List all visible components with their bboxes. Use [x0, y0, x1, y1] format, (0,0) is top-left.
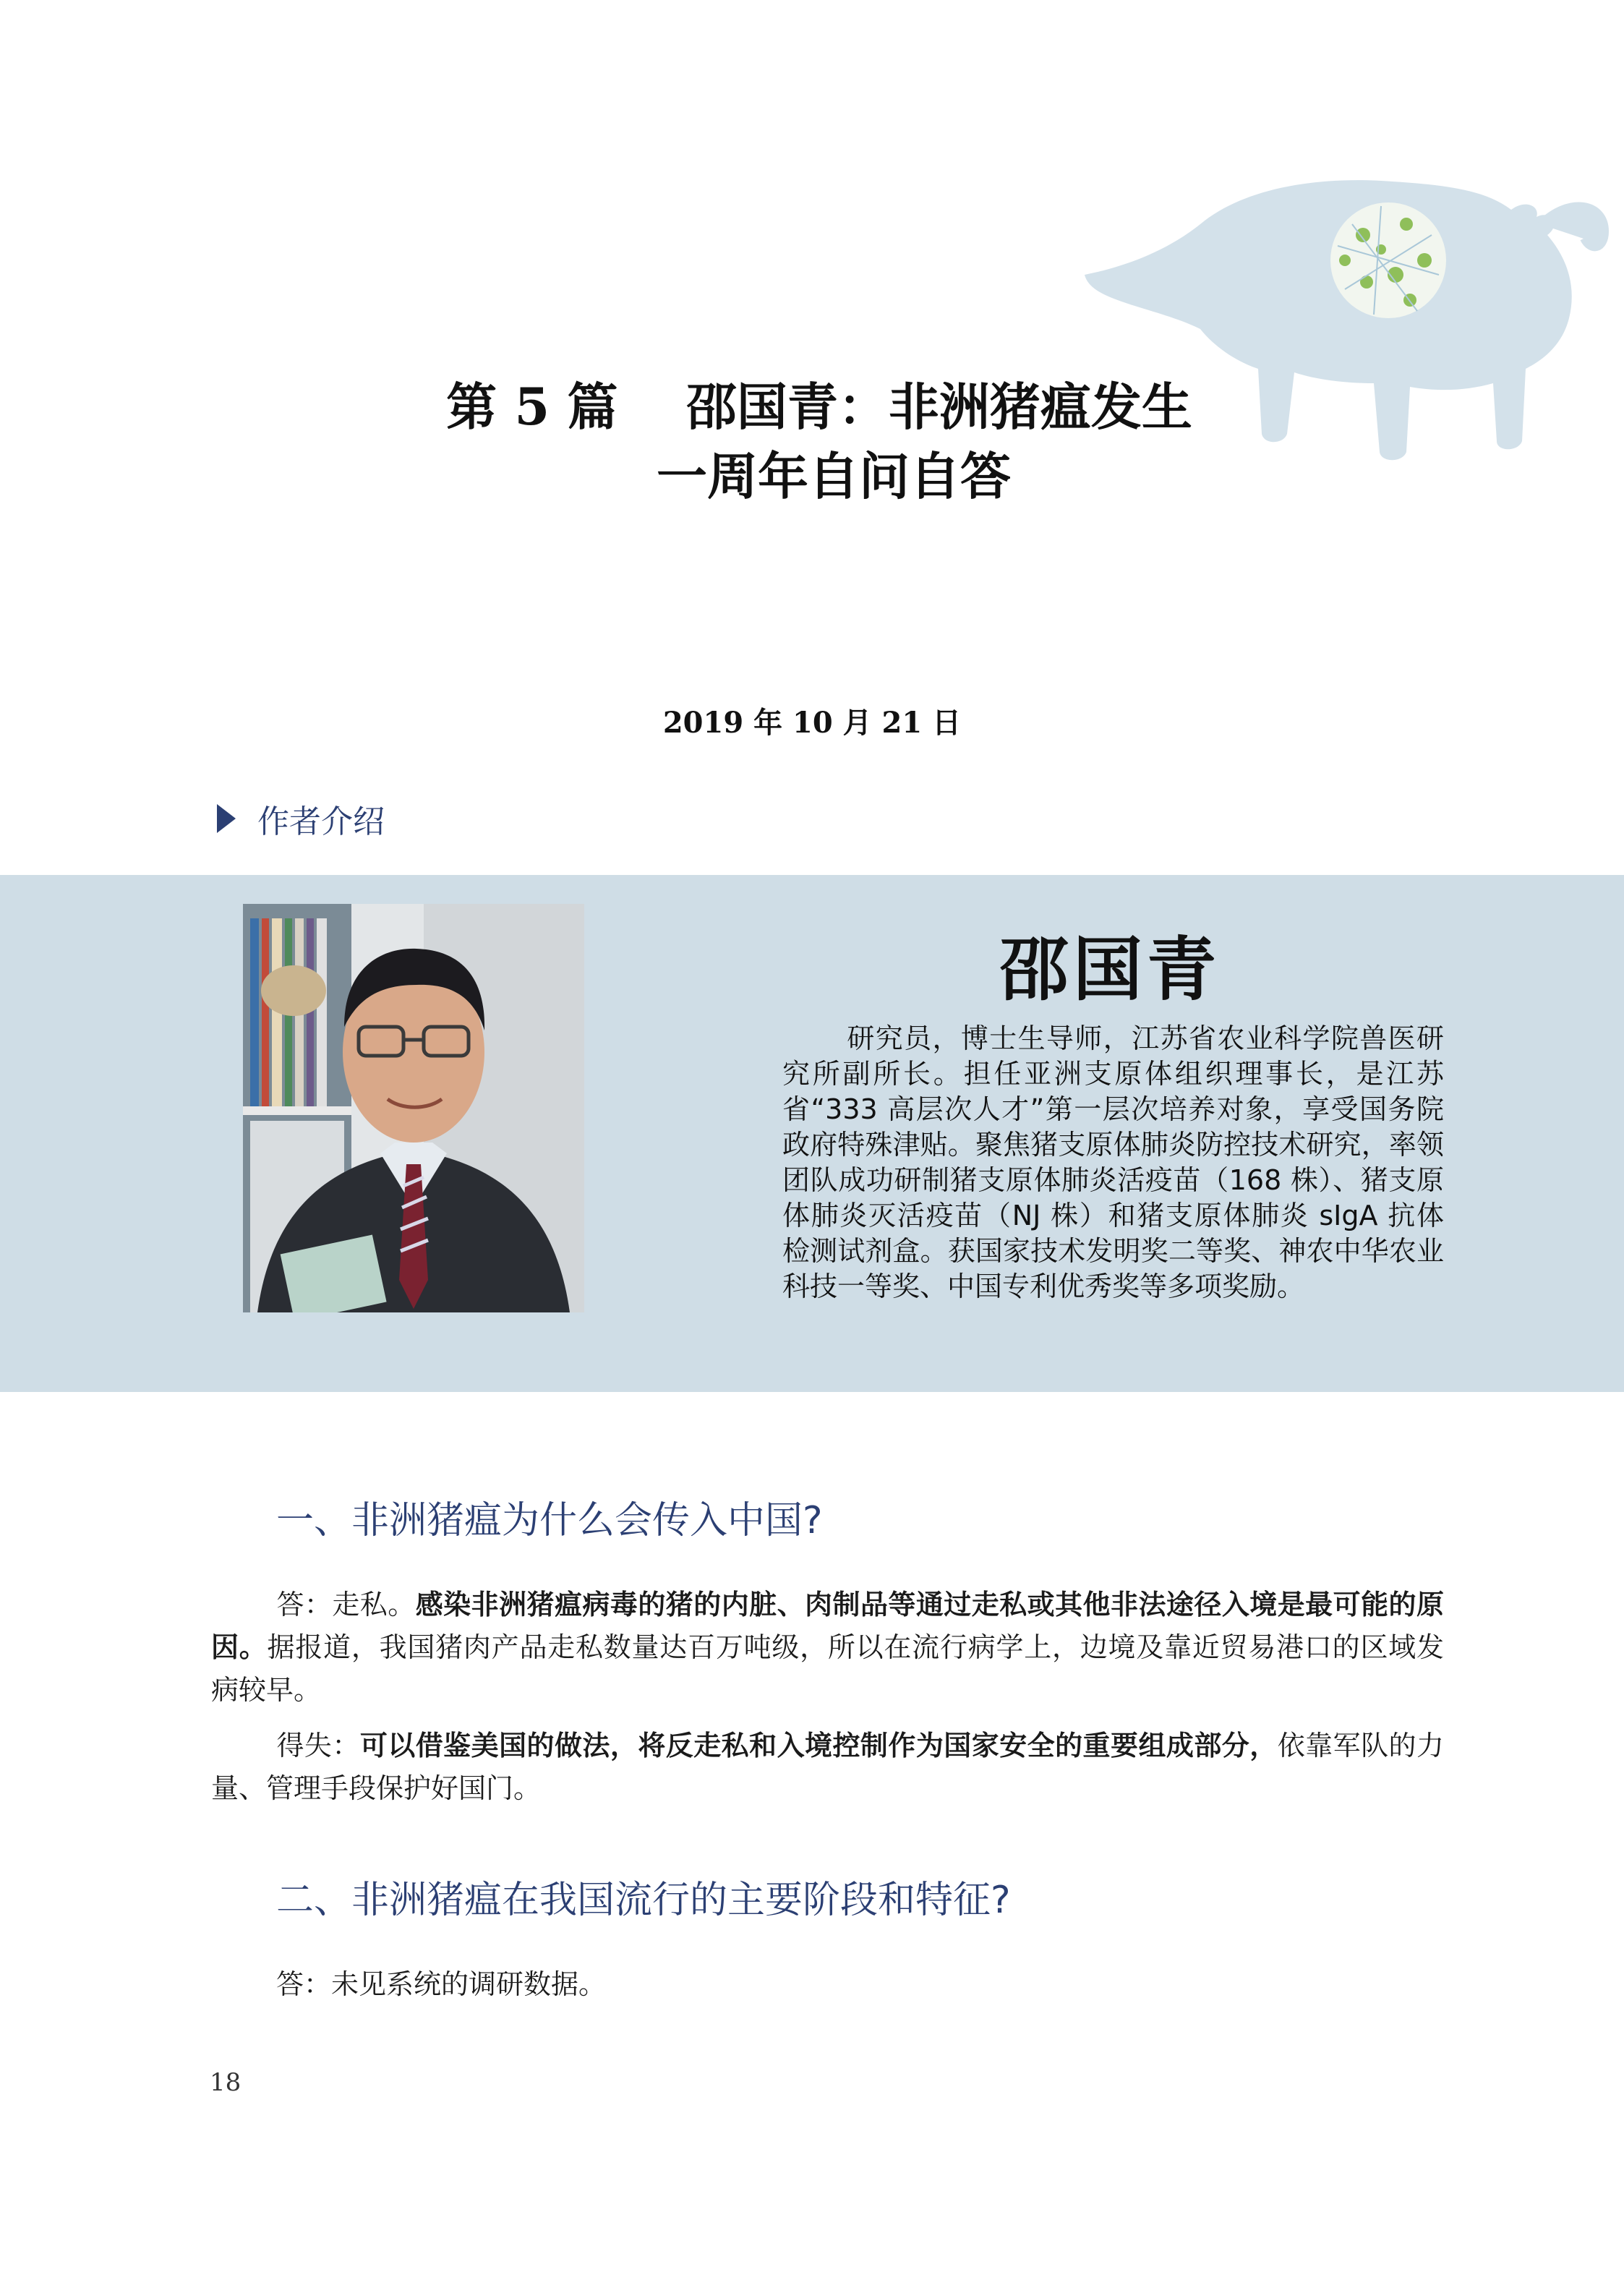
gains-1-rest: 依靠军队的力量、管理手段保护好国门。 [211, 1730, 1444, 1804]
title-line-2: 一周年自问自答 [657, 446, 1011, 506]
answer-1-lead: 答：走私。 [276, 1589, 416, 1620]
author-portrait-illustration [243, 904, 584, 1312]
title-line-1: 第 5 篇 邵国青：非洲猪瘟发生 [446, 377, 1192, 437]
author-intro-heading [217, 795, 385, 842]
article-title [0, 372, 1624, 511]
answer-2-lead: 答：未见系统的调研数据。 [276, 1968, 607, 2000]
answer-1-emphasis: 感染非洲猪瘟病毒的猪的内脏、肉制品等通过走私或其他非法途径入境是最可能的原因。 [211, 1589, 1444, 1663]
author-bio-text: 研究员，博士生导师，江苏省农业科学院兽医研究所副所长。担任亚洲支原体组织理事长，是江苏省“333 高层次人才”第一层次培养对象，享受国务院政府特殊津贴。聚焦猪支原体肺炎防控技术研究，率领团队成功研制猪支原体肺炎活疫苗（168 株）、猪支原体肺炎灭活疫苗（NJ 株）和猪支原体肺炎 sIgA 抗体检测试剂盒。获国家技术发明奖二等奖、神农中华农业科技一等奖、中国专利优秀奖等多项奖励。 [782, 1022, 1444, 1302]
triangle-bullet-icon [217, 804, 236, 833]
answer-1-rest: 据报道，我国猪肉产品走私数量达百万吨级，所以在流行病学上，边境及靠近贸易港口的区域发病较早。 [211, 1631, 1444, 1706]
answer-2-paragraph [211, 1963, 1444, 2006]
question-1-heading: 一、非洲猪瘟为什么会传入中国? [276, 1499, 823, 1542]
author-name: 邵国青 [999, 929, 1221, 1010]
gains-1-paragraph [211, 1725, 1444, 1810]
gains-1-emphasis: 可以借鉴美国的做法，将反走私和入境控制作为国家安全的重要组成部分， [359, 1730, 1278, 1761]
article-date: 2019 年 10 月 21 日 [662, 706, 962, 740]
gains-1-lead: 得失： [276, 1730, 360, 1761]
author-bio [782, 1021, 1444, 1304]
question-2-heading: 二、非洲猪瘟在我国流行的主要阶段和特征? [276, 1879, 1011, 1922]
author-intro-label: 作者介绍 [257, 803, 385, 840]
answer-1-paragraph [211, 1584, 1444, 1712]
author-photo [243, 904, 584, 1312]
page-number: 18 [210, 2068, 242, 2097]
